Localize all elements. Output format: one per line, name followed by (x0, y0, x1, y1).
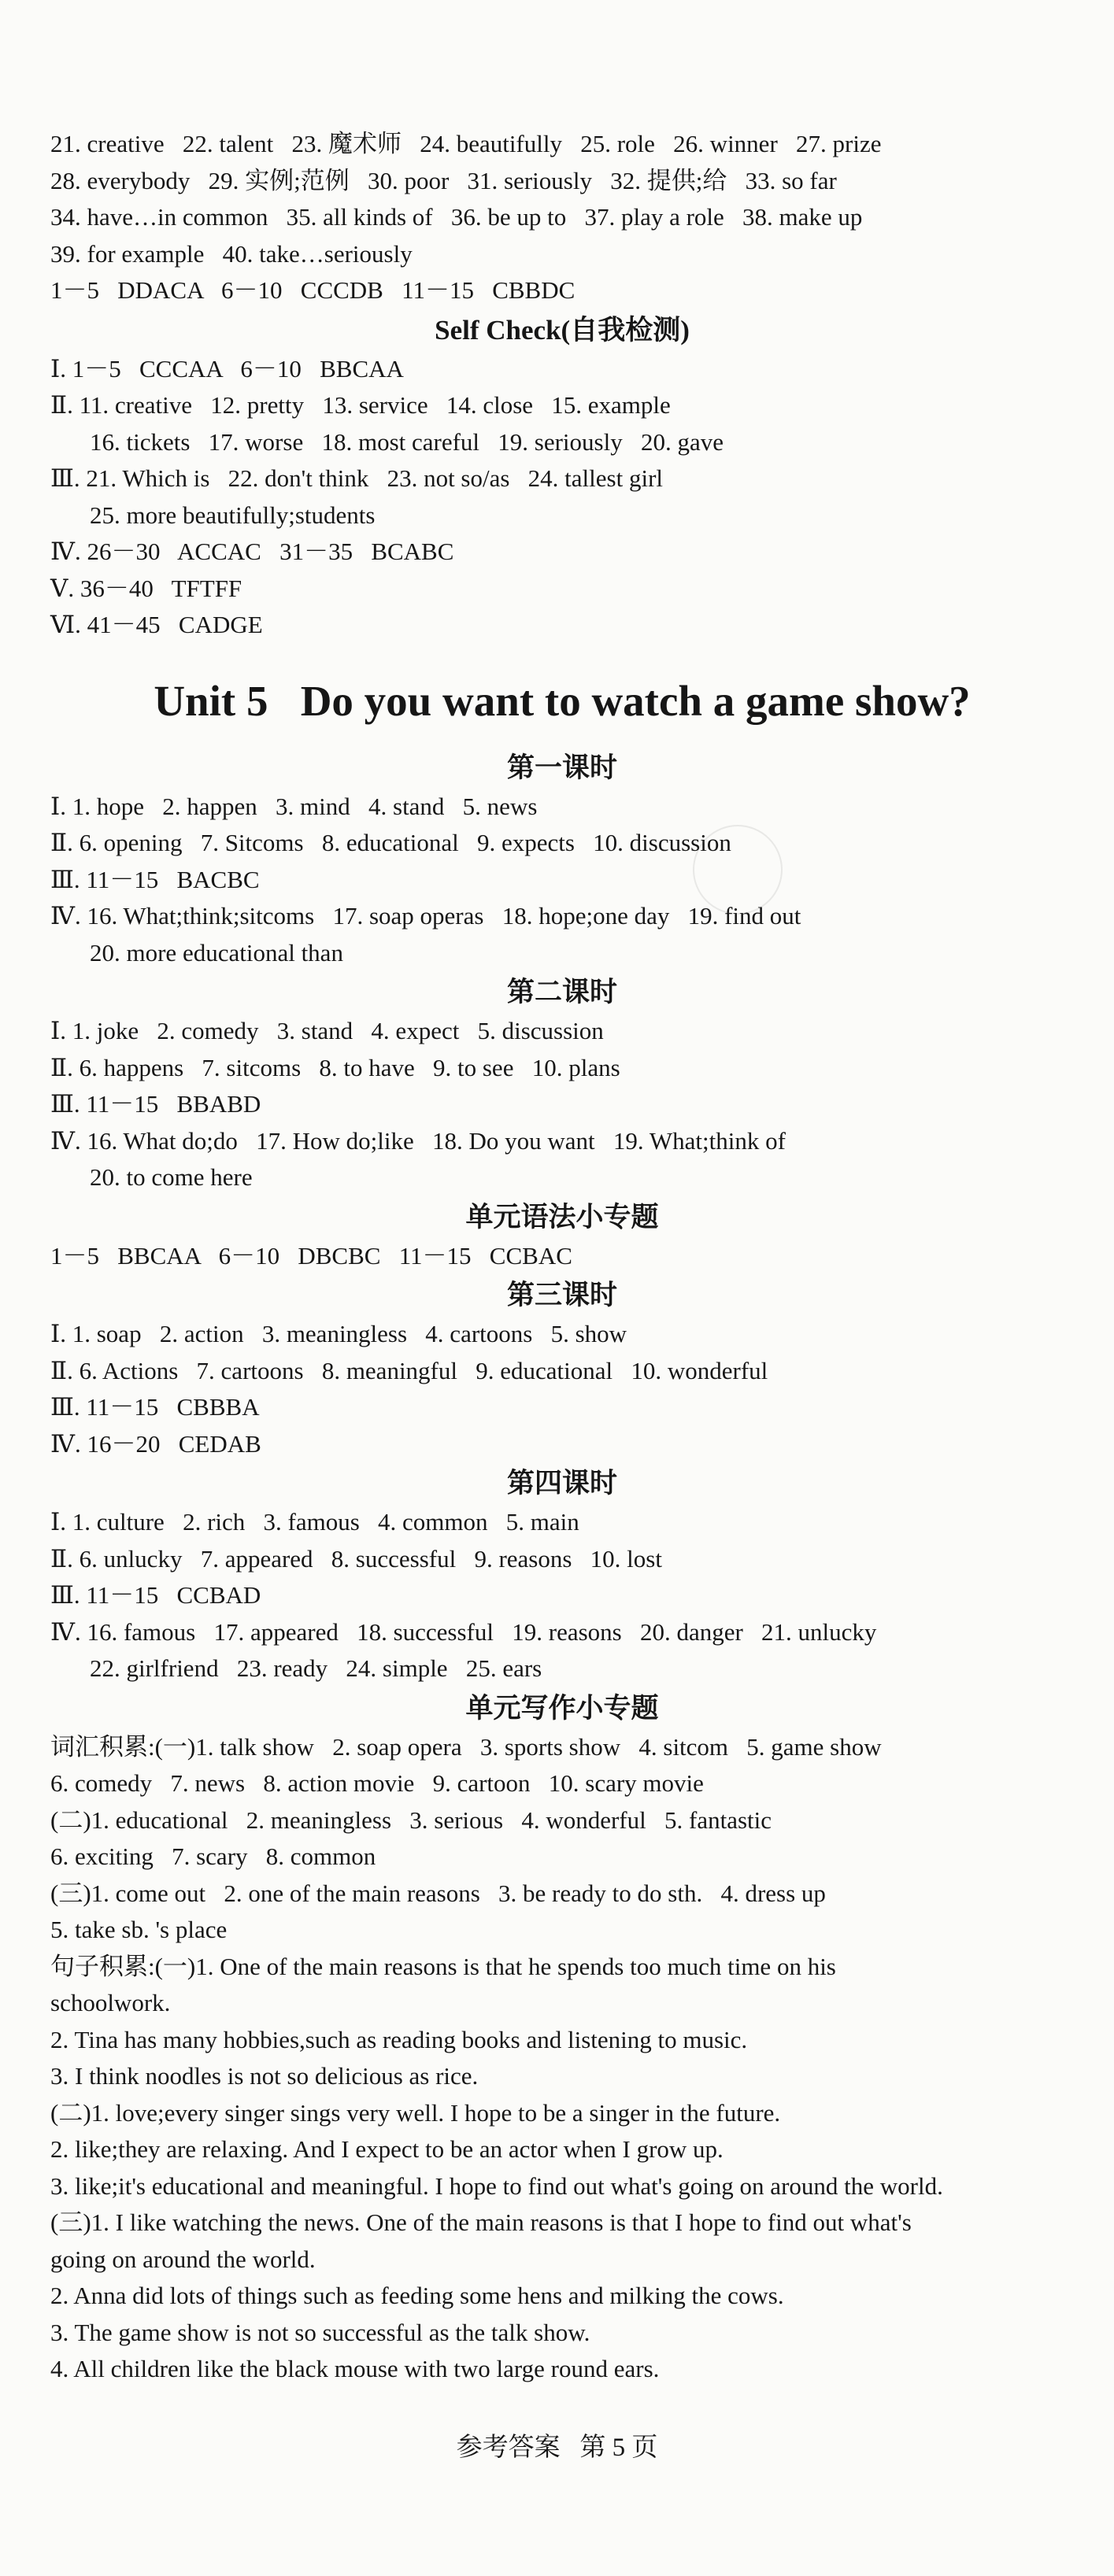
answer-line: 2. Anna did lots of things such as feeding some hens and milking the cows. (50, 2282, 784, 2309)
answer-line: (三)1. I like watching the news. One of the main reasons is that I hope to find out what's (50, 2208, 912, 2236)
answer-line: 34. have…in common 35. all kinds of 36. be up to 37. play a role 38. make up (50, 203, 863, 231)
answer-line: 25. more beautifully;students (90, 501, 376, 529)
answer-line: 6. exciting 7. scary 8. common (50, 1842, 376, 1870)
watermark-stamp (693, 825, 783, 915)
answer-line: Ⅲ. 11－15 CBBBA (50, 1393, 260, 1421)
writing-section (50, 1690, 1074, 2388)
section-heading: 单元语法小专题 (465, 1201, 659, 1233)
answer-line: (二)1. educational 2. meaningless 3. serious 4. wonderful 5. fantastic (50, 1805, 772, 1834)
answer-line: 21. creative 22. talent 23. 魔术师 24. beautifully 25. role 26. winner 27. prize (50, 130, 882, 157)
lesson-section-2 (50, 974, 1074, 1196)
self-check-section (50, 312, 1074, 644)
answer-line: 2. like;they are relaxing. And I expect to be an actor when I grow up. (50, 2135, 724, 2163)
section-heading: 单元写作小专题 (465, 1692, 659, 1724)
answer-line: 20. more educational than (90, 938, 343, 966)
section-heading: 第四课时 (506, 1468, 617, 1499)
answer-line: Ⅱ. 6. happens 7. sitcoms 8. to have 9. to see 10. plans (50, 1053, 620, 1081)
answer-line: Ⅱ. 6. opening 7. Sitcoms 8. educational 9. expects 10. discussion (50, 829, 731, 856)
section-heading: 第二课时 (506, 977, 617, 1007)
answer-line: schoolwork. (50, 1989, 171, 2016)
answer-line: 词汇积累:(一)1. talk show 2. soap opera 3. sports show 4. sitcom 5. game show (50, 1732, 882, 1761)
answer-line: going on around the world. (50, 2245, 316, 2273)
answer-line: 28. everybody 29. 实例;范例 30. poor 31. seriously 32. 提供;给 33. so far (50, 166, 837, 194)
answer-line: 5. take sb. 's place (50, 1916, 228, 1943)
answer-line: Ⅴ. 36－40 TFTFF (50, 574, 242, 602)
answer-line: Ⅳ. 26－30 ACCAC 31－35 BCABC (50, 538, 454, 565)
section-heading: 第三课时 (506, 1280, 617, 1310)
grammar-section (50, 1199, 1074, 1275)
answer-line: Ⅲ. 11－15 CCBAD (50, 1581, 261, 1609)
answer-line: Ⅰ. 1. hope 2. happen 3. mind 4. stand 5. news (50, 792, 538, 820)
section-heading: 第一课时 (506, 752, 617, 783)
answer-line: Ⅳ. 16－20 CEDAB (50, 1429, 261, 1458)
answer-line: Ⅰ. 1. culture 2. rich 3. famous 4. common 5. main (50, 1508, 579, 1536)
answer-line: 22. girlfriend 23. ready 24. simple 25. ears (90, 1654, 542, 1682)
answer-line: Ⅱ. 11. creative 12. pretty 13. service 14. close 15. example (50, 391, 671, 419)
answer-line: 4. All children like the black mouse with two large round ears. (50, 2355, 660, 2382)
answer-line: Ⅰ. 1. joke 2. comedy 3. stand 4. expect 5. discussion (50, 1017, 604, 1044)
answer-line: 3. The game show is not so successful as the talk show. (50, 2318, 590, 2346)
answer-line: Ⅱ. 6. Actions 7. cartoons 8. meaningful 9. educational 10. wonderful (50, 1356, 768, 1384)
answer-line: (三)1. come out 2. one of the main reasons 3. be ready to do sth. 4. dress up (50, 1879, 826, 1907)
answer-line: 6. comedy 7. news 8. action movie 9. cartoon 10. scary movie (50, 1769, 704, 1797)
lesson-section-4 (50, 1465, 1074, 1687)
answer-line: Ⅱ. 6. unlucky 7. appeared 8. successful 9. reasons 10. lost (50, 1544, 662, 1573)
answer-line: 句子积累:(一)1. One of the main reasons is that he spends too much time on his (50, 1952, 836, 1980)
page-content (50, 126, 1074, 2388)
top-answers (50, 126, 1074, 309)
answer-line: Ⅰ. 1. soap 2. action 3. meaningless 4. cartoons 5. show (50, 1320, 627, 1347)
answer-line: Ⅵ. 41－45 CADGE (50, 611, 263, 638)
answer-line: 39. for example 40. take…seriously (50, 239, 413, 268)
answer-line: 3. like;it's educational and meaningful. I hope to find out what's going on around the world. (50, 2171, 943, 2200)
answer-line: 3. I think noodles is not so delicious as rice. (50, 2062, 479, 2090)
answer-line: 1－5 BBCAA 6－10 DBCBC 11－15 CCBAC (50, 1241, 572, 1270)
unit-title: Unit 5 Do you want to watch a game show? (154, 676, 971, 725)
answer-line: (二)1. love;every singer sings very well. I hope to be a singer in the future. (50, 2098, 781, 2127)
answer-line: 20. to come here (90, 1163, 253, 1191)
answer-line: Ⅰ. 1－5 CCCAA 6－10 BBCAA (50, 354, 404, 383)
answer-line: Ⅲ. 11－15 BBABD (50, 1090, 261, 1118)
answer-line: 16. tickets 17. worse 18. most careful 19. seriously 20. gave (90, 427, 724, 456)
page-footer: 参考答案 第 5 页 (456, 2434, 658, 2462)
answer-line: 2. Tina has many hobbies,such as reading books and listening to music. (50, 2025, 748, 2053)
section-heading: Self Check(自我检测) (435, 314, 690, 346)
answer-line: Ⅳ. 16. What do;do 17. How do;like 18. Do you want 19. What;think of (50, 1126, 786, 1155)
answer-line: Ⅳ. 16. famous 17. appeared 18. successful 19. reasons 20. danger 21. unlucky (50, 1617, 877, 1646)
answer-line: 1－5 DDACA 6－10 CCCDB 11－15 CBBDC (50, 276, 576, 304)
answer-line: Ⅲ. 11－15 BACBC (50, 865, 260, 893)
lesson-section-3 (50, 1277, 1074, 1462)
answer-line: Ⅲ. 21. Which is 22. don't think 23. not so/as 24. tallest girl (50, 464, 664, 492)
answer-line: Ⅳ. 16. What;think;sitcoms 17. soap operas 18. hope;one day 19. find out (50, 902, 801, 930)
lesson-section-1 (50, 749, 1074, 972)
